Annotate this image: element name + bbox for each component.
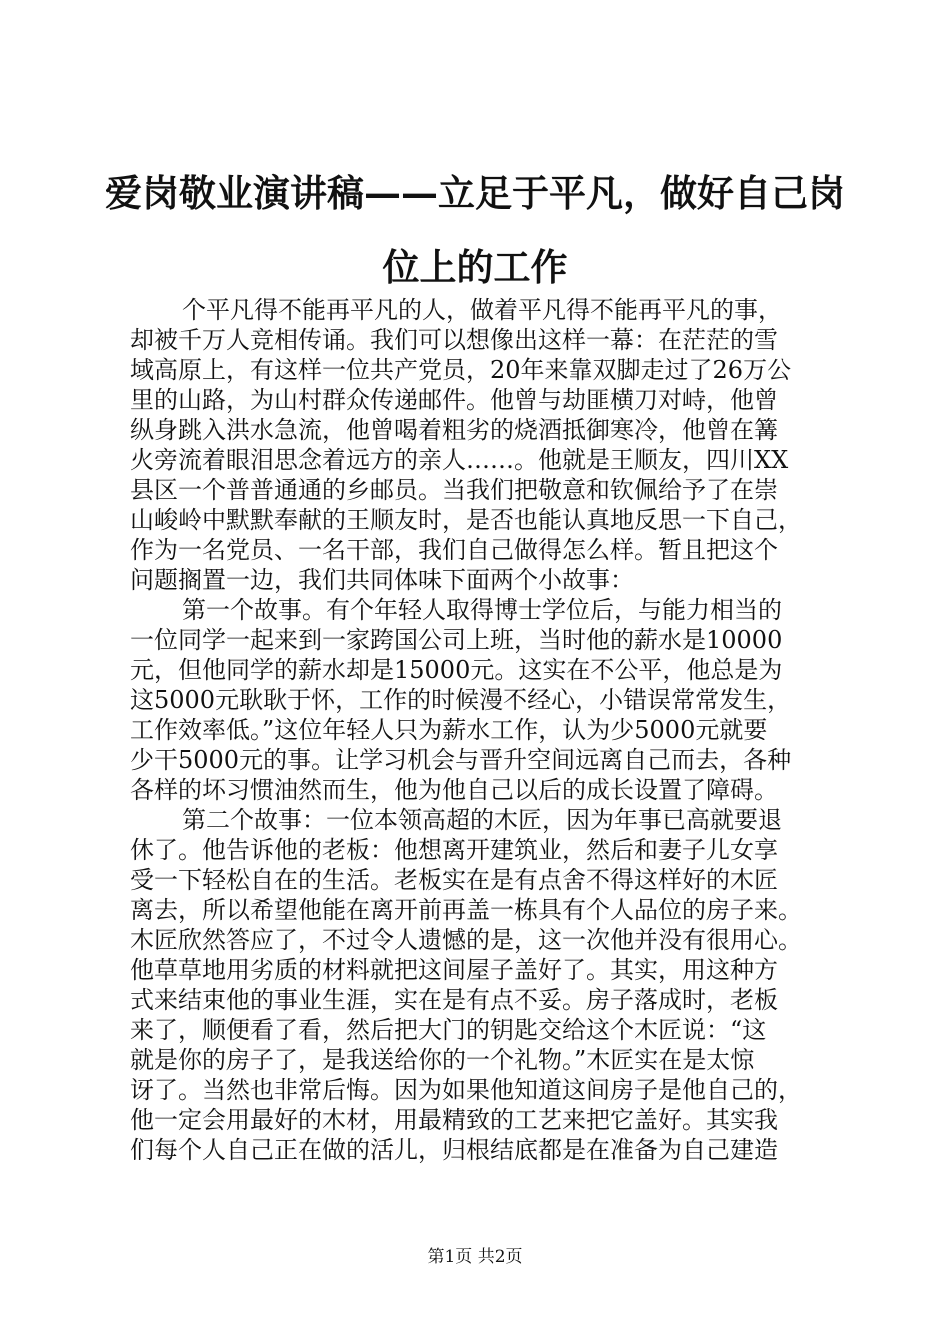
text-line: 域高原上，有这样一位共产党员，20年来靠双脚走过了26万公 <box>130 356 792 384</box>
text-line: 讶了。当然也非常后悔。因为如果他知道这间房子是他自己的， <box>130 1076 802 1104</box>
text-line: 山峻岭中默默奉献的王顺友时，是否也能认真地反思一下自己， <box>130 506 802 534</box>
text-line: 各样的坏习惯油然而生，他为他自己以后的成长设置了障碍。 <box>130 776 778 804</box>
text-line: 离去，所以希望他能在离开前再盖一栋具有个人品位的房子来。 <box>130 896 802 924</box>
paragraph-story-two <box>130 805 840 1165</box>
text-line: 里的山路，为山村群众传递邮件。他曾与劫匪横刀对峙，他曾 <box>130 386 778 414</box>
text-line: 就是你的房子了，是我送给你的一个礼物。”木匠实在是太惊 <box>130 1046 755 1074</box>
text-line: 来了，顺便看了看，然后把大门的钥匙交给这个木匠说：“这 <box>130 1016 767 1044</box>
text-line: 一位同学一起来到一家跨国公司上班，当时他的薪水是10000 <box>130 626 783 654</box>
text-line: 他一定会用最好的木材，用最精致的工艺来把它盖好。其实我 <box>130 1106 778 1134</box>
title-line-2: 位上的工作 <box>382 245 568 289</box>
paragraph-intro <box>130 295 840 595</box>
text-line: 却被千万人竞相传诵。我们可以想像出这样一幕：在茫茫的雪 <box>130 326 778 354</box>
paragraph-story-one <box>130 595 840 805</box>
text-line: 问题搁置一边，我们共同体味下面两个小故事： <box>130 566 634 594</box>
text-line: 个平凡得不能再平凡的人，做着平凡得不能再平凡的事， <box>182 296 782 324</box>
text-line: 作为一名党员、一名干部，我们自己做得怎么样。暂且把这个 <box>130 536 778 564</box>
text-line: 纵身跳入洪水急流，他曾喝着粗劣的烧酒抵御寒冷，他曾在篝 <box>130 416 778 444</box>
text-line: 县区一个普普通通的乡邮员。当我们把敬意和钦佩给予了在崇 <box>130 476 778 504</box>
text-line: 这5000元耿耿于怀，工作的时候漫不经心，小错误常常发生， <box>130 686 792 714</box>
text-line: 火旁流着眼泪思念着远方的亲人……。他就是王顺友，四川XX <box>130 446 789 474</box>
text-line: 休了。他告诉他的老板：他想离开建筑业，然后和妻子儿女享 <box>130 836 778 864</box>
page-number-footer: 第1页 共2页 <box>427 1247 523 1267</box>
text-line: 们每个人自己正在做的活儿，归根结底都是在准备为自己建造 <box>130 1136 778 1164</box>
text-line: 元，但他同学的薪水却是15000元。这实在不公平，他总是为 <box>130 656 783 684</box>
text-line: 木匠欣然答应了，不过令人遗憾的是，这一次他并没有很用心。 <box>130 926 802 954</box>
text-line: 第一个故事。有个年轻人取得博士学位后，与能力相当的 <box>182 596 782 624</box>
text-line: 工作效率低。”这位年轻人只为薪水工作，认为少5000元就要 <box>130 716 768 744</box>
text-line: 少干5000元的事。让学习机会与晋升空间远离自己而去，各种 <box>130 746 792 774</box>
text-line: 他草草地用劣质的材料就把这间屋子盖好了。其实，用这种方 <box>130 956 778 984</box>
text-line: 式来结束他的事业生涯，实在是有点不妥。房子落成时，老板 <box>130 986 778 1014</box>
document-body <box>130 295 840 1165</box>
text-line: 受一下轻松自在的生活。老板实在是有点舍不得这样好的木匠 <box>130 866 778 894</box>
text-line: 第二个故事：一位本领高超的木匠，因为年事已高就要退 <box>182 806 782 834</box>
document-title <box>100 156 850 304</box>
title-line-1: 爱岗敬业演讲稿——立足于平凡，做好自己岗 <box>105 171 845 215</box>
